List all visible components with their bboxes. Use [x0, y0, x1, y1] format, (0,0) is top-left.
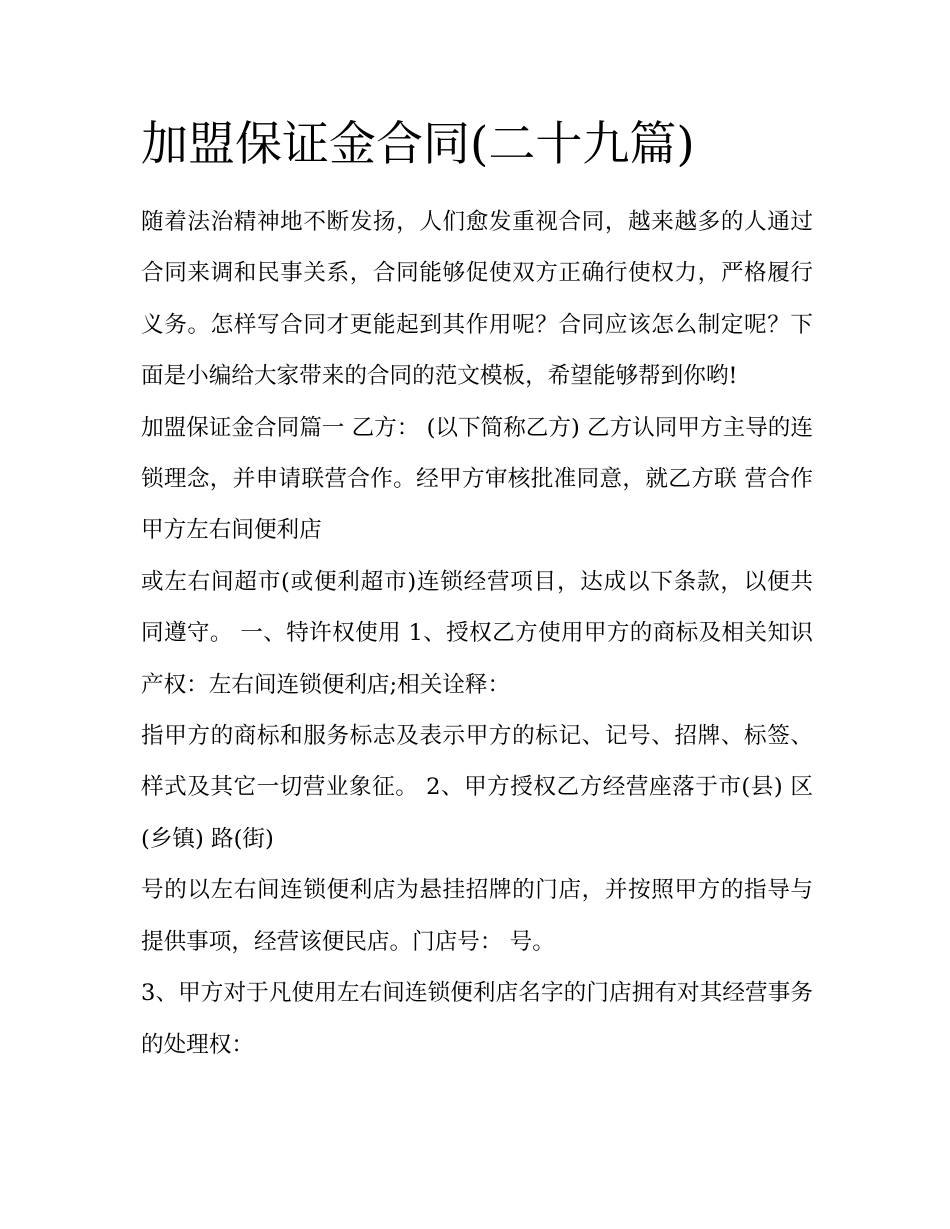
document-body: [141, 197, 813, 1071]
paragraph-store-number: 号的以左右间连锁便利店为悬挂招牌的门店，并按照甲方的指导与提供事项，经营该便民店。门店号： 号。: [141, 877, 813, 955]
document-title: 加盟保证金合同(二十九篇): [141, 117, 695, 172]
paragraph-contract-intro: 加盟保证金合同篇一 乙方： (以下简称乙方) 乙方认同甲方主导的连锁理念，并申请联营合作。经甲方审核批准同意，就乙方联 营合作甲方左右间便利店: [141, 414, 813, 544]
paragraph-intro: 随着法治精神地不断发扬，人们愈发重视合同，越来越多的人通过合同来调和民事关系，合同能够促使双方正确行使权力，严格履行义务。怎样写合同才更能起到其作用呢？合同应该怎么制定呢？下面是小编给大家带来的合同的范文模板，希望能够帮到你哟!: [141, 209, 813, 390]
paragraph-franchise-clause-1: 或左右间超市(或便利超市)连锁经营项目，达成以下条款，以便共同遵守。 一、特许权使用 1、授权乙方使用甲方的商标及相关知识产权：左右间连锁便利店;相关诠释：: [141, 568, 813, 698]
paragraph-franchise-clause-2: 指甲方的商标和服务标志及表示甲方的标记、记号、招牌、标签、样式及其它一切营业象征。 2、甲方授权乙方经营座落于市(县) 区(乡镇) 路(街): [141, 723, 813, 852]
paragraph-clause-3: 3、甲方对于凡使用左右间连锁便利店名字的门店拥有对其经营事务的处理权：: [141, 980, 813, 1058]
